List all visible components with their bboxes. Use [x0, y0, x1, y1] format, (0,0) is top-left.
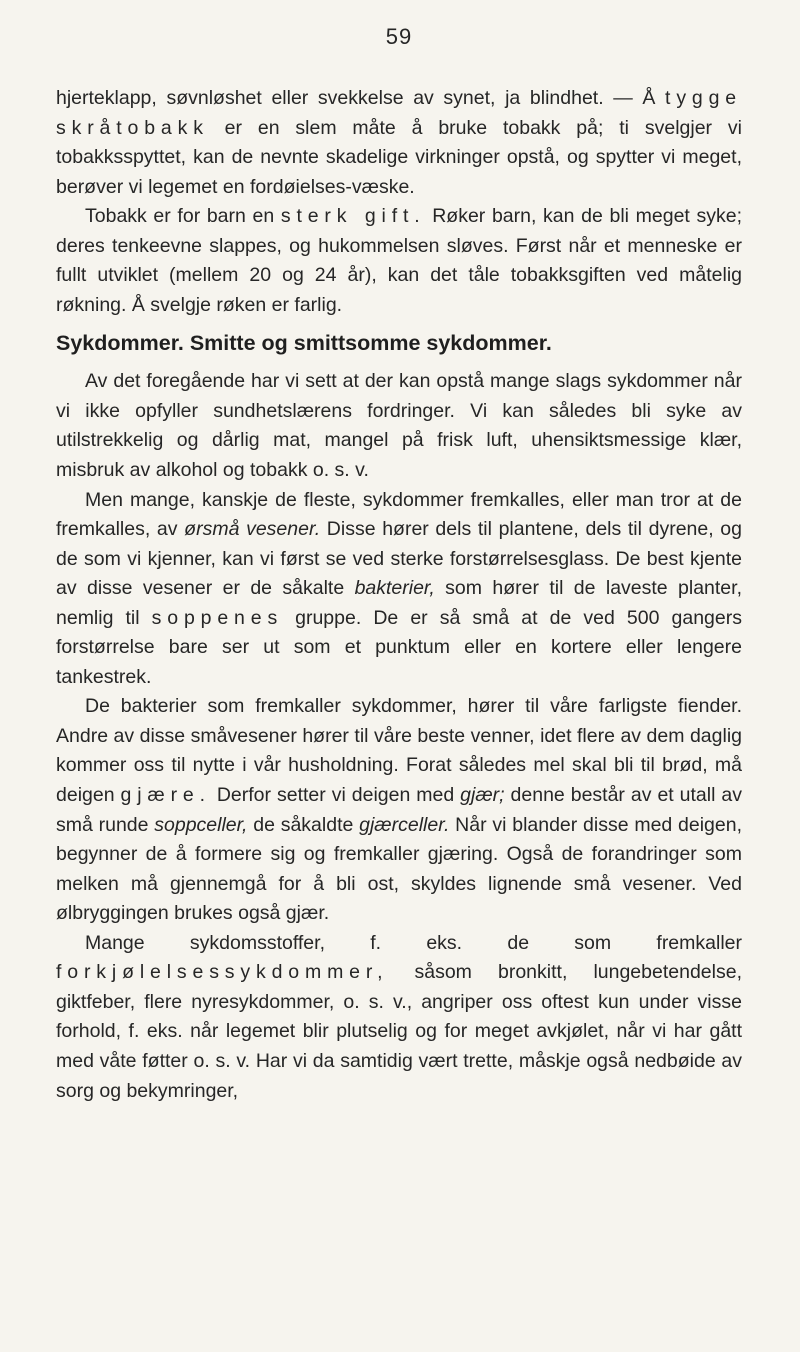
emphasis-italic: ørsmå vesener.: [184, 518, 321, 541]
emphasis-italic: bakterier,: [354, 577, 435, 600]
text-run: Røker barn, kan de bli meget syke; deres tenkeevne slappes, og hukommelsen sløves. Først når et menneske er fullt utviklet (mellem 20 og 24 år), kan det tåle tobakksgiften ved måtelig røkning. Å svelgje røken er farlig.: [56, 205, 742, 316]
emphasis-italic: gjær;: [460, 784, 505, 807]
paragraph-diseases-causes: [56, 367, 742, 485]
page-text: [56, 84, 742, 1106]
emphasis-spaced: soppenes: [151, 606, 284, 629]
emphasis-italic: gjærceller.: [359, 813, 450, 836]
emphasis-spaced: gjære.: [120, 784, 211, 807]
text-run: De bakterier som fremkaller sykdommer, hører til våre farligste fiender. Andre av disse småvesener hører til våre beste venner, idet flere av dem daglig kommer oss til nytte i vår husholdning. Forat således mel skal bli til brød, må deigen: [56, 695, 742, 807]
page-number: 59: [385, 24, 413, 49]
emphasis-spaced: sterk gift.: [280, 205, 426, 228]
section-heading: Sykdommer. Smitte og smittsomme sykdommer.: [56, 331, 552, 356]
text-run: hjerteklapp, søvnløshet eller svekkelse av synet, ja blindhet. — Å: [56, 87, 666, 109]
paragraph-tiny-beings: [56, 486, 742, 693]
paragraph-tobacco-children: [56, 202, 742, 320]
paragraph-tobacco-chewing: [56, 84, 742, 202]
text-run: Mange sykdomsstoffer, f. eks. de som fremkaller: [85, 931, 742, 954]
text-run: Tobakk er for barn en: [85, 205, 281, 228]
text-run: Derfor setter vi deigen med: [210, 784, 461, 807]
emphasis-spaced: tygge skråtobakk: [56, 87, 742, 139]
text-run: såsom bronkitt, lungebetendelse, giktfeber, flere nyresykdommer, o. s. v., angriper oss oftest kun under visse forhold, f. eks. når legemet blir plutselig og for meget avkjølet, når vi har gått med våte føtter o. s. v. Har vi da samtidig vært trette, måskje også nedbøide av sorg og bekymringer,: [56, 961, 742, 1102]
text-run: Av det foregående har vi sett at der kan opstå mange slags sykdommer når vi ikke opfyller sundhetslærens fordringer. Vi kan således bli syke av utilstrekkelig og dårlig mat, mangel på frisk luft, uhensiktsmessige klær, misbruk av alkohol og tobakk o. s. v.: [56, 370, 742, 482]
paragraph-cold-diseases: [56, 929, 742, 1106]
text-run: de såkaldte: [247, 813, 360, 836]
text-run: Men mange, kanskje de fleste, sykdommer fremkalles, eller man tror at de fremkalles, av: [56, 488, 742, 541]
text-run: som hører til de laveste planter, nemlig til: [56, 577, 742, 629]
text-run: er en slem måte å bruke tobakk på; ti svelgjer vi tobakksspyttet, kan de nevnte skadelige virkninger opstå, og spytter vi meget, berøver vi legemet en fordøielses-væske.: [56, 116, 742, 198]
paragraph-bacteria-friends: [56, 692, 742, 928]
emphasis-italic: soppceller,: [154, 813, 248, 836]
text-run: gruppe. De er så små at de ved 500 gangers forstørrelse bare ser ut som et punktum eller en kortere eller lengere tankestrek.: [56, 606, 742, 688]
text-run: Disse hører dels til plantene, dels til dyrene, og de som vi kjenner, kan vi først se ved sterke forstørrelsesglass. De best kjente av disse vesener er de såkalte: [56, 518, 743, 600]
text-run: Når vi blander disse med deigen, begynner de å formere sig og fremkaller gjæring. Også de forandringer som melken må gjennemgå for å bli ost, skyldes lignende små vesener. Ved ølbryggingen brukes også gjær.: [56, 813, 742, 925]
emphasis-spaced: forkjølelsessykdommer,: [56, 961, 389, 984]
text-run: denne består av et utall av små runde: [56, 784, 742, 836]
